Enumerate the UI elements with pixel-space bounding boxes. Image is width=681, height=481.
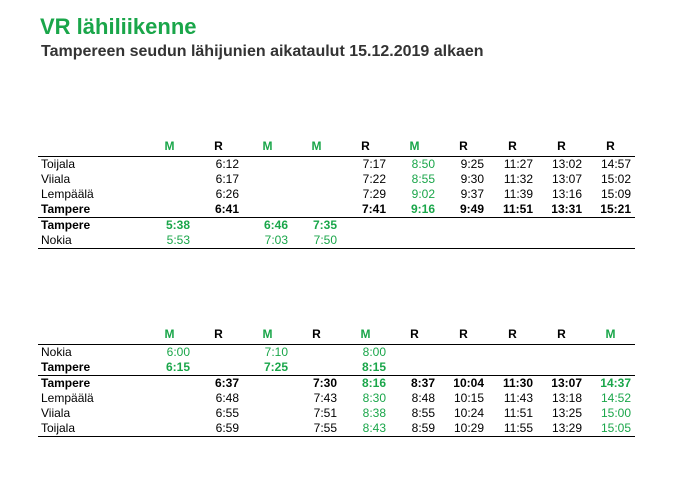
station-row (38, 233, 635, 249)
departure-time (194, 345, 243, 361)
departure-time (194, 218, 243, 234)
station-row (38, 202, 635, 218)
train-type-header: M (360, 327, 371, 341)
station-name: Lempäälä (41, 391, 94, 405)
departure-time (292, 202, 341, 218)
departure-time (439, 345, 488, 361)
departure-time: 7:25 (243, 360, 292, 376)
departure-time: 14:37 (600, 376, 631, 390)
departure-time (292, 172, 341, 187)
station-row (38, 218, 635, 234)
departure-time (243, 157, 292, 173)
header-corner (38, 327, 145, 345)
departure-time: 7:03 (243, 233, 292, 249)
departure-time (390, 233, 439, 249)
departure-time (488, 233, 537, 249)
station-name: Viiala (41, 406, 71, 420)
departure-time: 8:37 (410, 376, 435, 390)
departure-time: 8:38 (362, 406, 386, 420)
departure-time: 8:55 (411, 172, 435, 186)
departure-time: 13:25 (551, 406, 582, 420)
departure-time: 13:07 (551, 376, 582, 390)
departure-time: 11:43 (503, 391, 533, 405)
train-type-header: M (262, 327, 273, 341)
departure-time: 14:52 (600, 391, 631, 405)
station-name: Toijala (38, 421, 145, 437)
departure-time: 7:50 (292, 233, 341, 249)
train-type-header: R (361, 139, 370, 153)
train-type-header: R (214, 327, 223, 341)
train-type-header: R (312, 327, 321, 341)
departure-time: 6:12 (194, 157, 243, 173)
train-type-header: R (459, 327, 468, 341)
departure-time (537, 218, 586, 234)
departure-time: 7:29 (362, 187, 386, 201)
departure-time: 8:00 (341, 345, 390, 361)
page-subtitle: Tampereen seudun lähijunien aikataulut 15.12.2019 alkaen (41, 43, 484, 60)
departure-time (243, 376, 292, 392)
train-type-header: M (409, 139, 420, 153)
departure-time: 8:43 (341, 421, 390, 437)
timetable-tampere-southbound (38, 139, 635, 249)
departure-time (145, 157, 194, 173)
departure-time: 8:59 (390, 421, 439, 437)
departure-time: 15:09 (600, 187, 631, 201)
departure-time: 10:24 (453, 406, 484, 420)
departure-time (243, 202, 292, 218)
departure-time: 9:37 (460, 187, 484, 201)
departure-time: 8:16 (361, 376, 386, 390)
departure-time: 13:31 (537, 202, 586, 218)
departure-time: 15:00 (600, 406, 631, 420)
departure-time (488, 345, 537, 361)
station-row (38, 172, 635, 187)
station-row (38, 391, 635, 406)
departure-time: 7:22 (362, 172, 386, 186)
departure-time (292, 187, 341, 202)
departure-time: 6:17 (215, 172, 239, 186)
train-type-header-row (38, 139, 635, 157)
departure-time: 7:43 (313, 391, 337, 405)
departure-time (243, 406, 292, 421)
station-name: Toijala (38, 157, 145, 173)
departure-time (145, 406, 194, 421)
station-name: Tampere (38, 202, 145, 218)
departure-time: 13:16 (551, 187, 582, 201)
departure-time (537, 345, 586, 361)
departure-time (488, 218, 537, 234)
train-type-header: R (410, 327, 419, 341)
timetable-tampere-northbound (38, 327, 635, 437)
departure-time (439, 233, 488, 249)
departure-time (145, 376, 194, 392)
departure-time: 10:04 (453, 376, 484, 390)
departure-time (586, 218, 635, 234)
departure-time (292, 360, 341, 376)
departure-time: 11:51 (503, 406, 533, 420)
station-name: Nokia (38, 345, 145, 361)
departure-time: 6:15 (145, 360, 194, 376)
departure-time: 6:55 (215, 406, 239, 420)
departure-time (243, 421, 292, 437)
departure-time (390, 360, 439, 376)
station-row (38, 345, 635, 361)
train-type-header: M (262, 139, 273, 153)
departure-time: 7:30 (312, 376, 337, 390)
train-type-header-row (38, 327, 635, 345)
departure-time: 6:41 (194, 202, 243, 218)
departure-time (292, 345, 341, 361)
departure-time: 9:16 (390, 202, 439, 218)
departure-time: 13:29 (537, 421, 586, 437)
departure-time: 13:18 (551, 391, 582, 405)
departure-time: 6:59 (194, 421, 243, 437)
station-name: Viiala (41, 172, 71, 186)
departure-time (537, 233, 586, 249)
departure-time (194, 360, 243, 376)
departure-time: 13:02 (537, 157, 586, 173)
departure-time: 15:21 (586, 202, 635, 218)
departure-time: 11:32 (503, 172, 533, 186)
departure-time: 9:49 (439, 202, 488, 218)
departure-time (243, 187, 292, 202)
departure-time (194, 233, 243, 249)
page-title: VR lähiliikenne (40, 14, 197, 39)
train-type-header: M (164, 139, 175, 153)
departure-time: 9:30 (460, 172, 484, 186)
train-type-header: R (459, 139, 468, 153)
departure-time (243, 391, 292, 406)
station-row (38, 157, 635, 173)
station-row (38, 421, 635, 437)
departure-time (145, 172, 194, 187)
departure-time (488, 360, 537, 376)
departure-time (145, 421, 194, 437)
station-row (38, 187, 635, 202)
departure-time: 9:02 (411, 187, 435, 201)
departure-time (390, 345, 439, 361)
departure-time: 7:35 (312, 218, 337, 232)
station-name: Tampere (38, 360, 145, 376)
train-type-header: R (508, 139, 517, 153)
departure-time (586, 233, 635, 249)
departure-time: 11:39 (503, 187, 533, 201)
departure-time (439, 360, 488, 376)
train-type-header: M (164, 327, 175, 341)
departure-time: 8:55 (411, 406, 435, 420)
train-type-header: R (606, 139, 615, 153)
station-row (38, 360, 635, 376)
departure-time: 11:55 (488, 421, 537, 437)
station-name: Lempäälä (41, 187, 94, 201)
departure-time: 15:05 (586, 421, 635, 437)
train-type-header: R (557, 327, 566, 341)
station-name: Tampere (41, 218, 91, 232)
departure-time (439, 218, 488, 234)
header-corner (38, 139, 145, 157)
departure-time: 6:26 (215, 187, 239, 201)
train-type-header: M (605, 327, 616, 341)
train-type-header: R (214, 139, 223, 153)
departure-time: 8:50 (390, 157, 439, 173)
departure-time: 7:10 (243, 345, 292, 361)
departure-time: 8:48 (411, 391, 435, 405)
departure-time: 8:15 (341, 360, 390, 376)
train-type-header: R (508, 327, 517, 341)
departure-time: 13:07 (551, 172, 582, 186)
departure-time (586, 345, 635, 361)
departure-time: 7:55 (292, 421, 341, 437)
departure-time: 7:17 (341, 157, 390, 173)
departure-time: 8:30 (362, 391, 386, 405)
departure-time: 11:51 (488, 202, 537, 218)
departure-time: 7:41 (341, 202, 390, 218)
departure-time: 10:15 (453, 391, 484, 405)
departure-time (390, 218, 439, 234)
departure-time: 6:37 (214, 376, 239, 390)
departure-time: 7:51 (313, 406, 337, 420)
departure-time (537, 360, 586, 376)
departure-time (243, 172, 292, 187)
station-row (38, 376, 635, 392)
departure-time: 9:25 (439, 157, 488, 173)
departure-time: 6:46 (263, 218, 288, 232)
departure-time: 6:00 (145, 345, 194, 361)
departure-time: 10:29 (439, 421, 488, 437)
station-row (38, 406, 635, 421)
departure-time: 5:38 (165, 218, 190, 232)
departure-time (145, 391, 194, 406)
departure-time (341, 233, 390, 249)
departure-time: 5:53 (145, 233, 194, 249)
departure-time: 11:30 (502, 376, 533, 390)
departure-time: 15:02 (600, 172, 631, 186)
departure-time: 6:48 (215, 391, 239, 405)
departure-time (292, 157, 341, 173)
train-type-header: R (557, 139, 566, 153)
departure-time (145, 202, 194, 218)
station-name: Tampere (41, 376, 91, 390)
train-type-header: M (311, 139, 322, 153)
departure-time: 11:27 (488, 157, 537, 173)
station-name: Nokia (38, 233, 145, 249)
departure-time (341, 218, 390, 234)
departure-time (586, 360, 635, 376)
departure-time (145, 187, 194, 202)
departure-time: 14:57 (586, 157, 635, 173)
